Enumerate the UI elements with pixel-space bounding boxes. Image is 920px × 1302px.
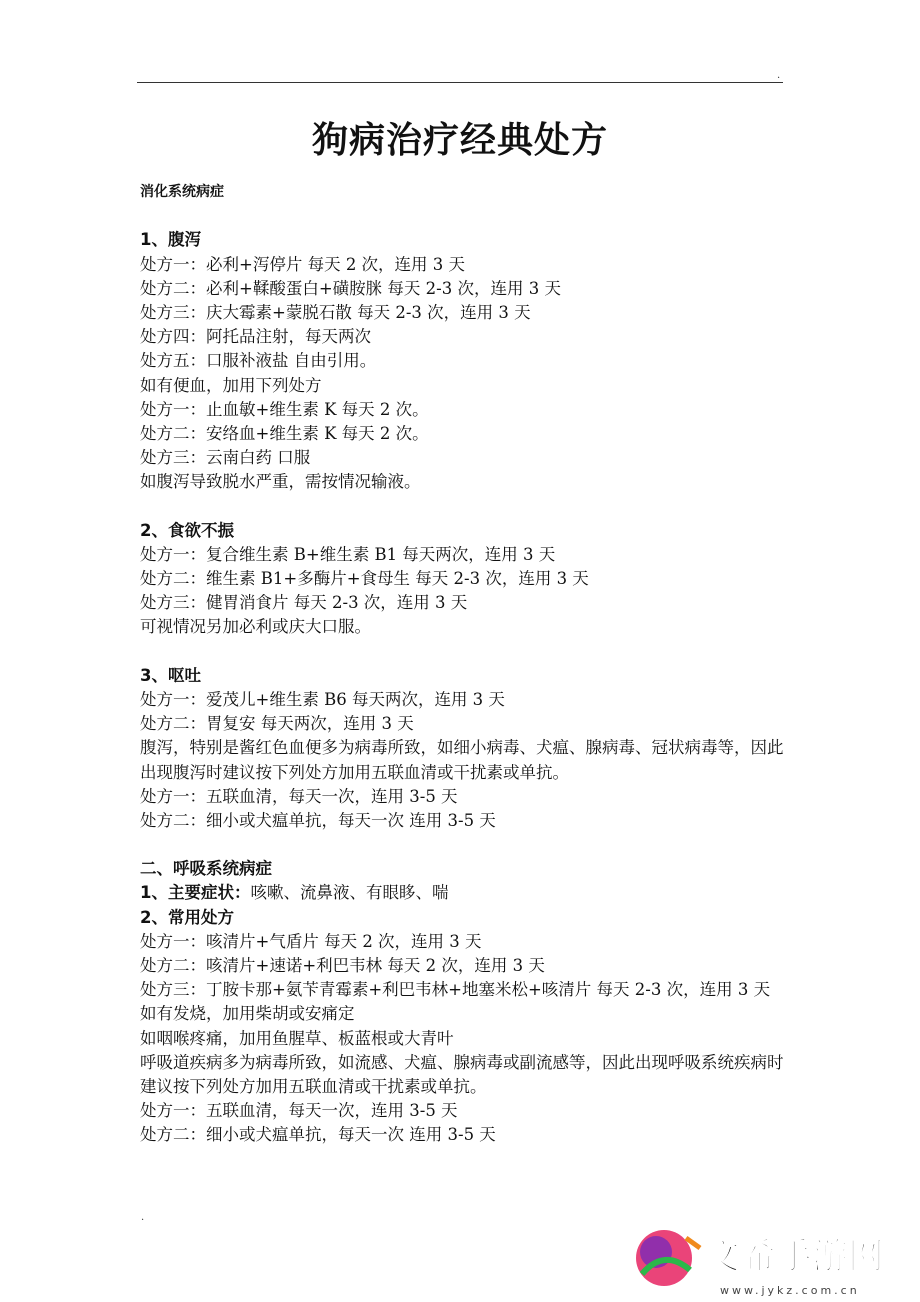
text-line: 如咽喉疼痛，加用鱼腥草、板蓝根或大青叶 xyxy=(140,1028,454,1048)
symptoms-text: 咳嗽、流鼻液、有眼眵、喘 xyxy=(250,883,449,903)
watermark-text: 文希手游网 xyxy=(704,1236,885,1277)
heading-vomiting: 3、呕吐 xyxy=(140,665,201,685)
watermark-url: www.jykz.com.cn xyxy=(720,1284,860,1297)
text-line: 处方二：细小或犬瘟单抗，每天一次 连用 3-5 天 xyxy=(140,1125,496,1145)
text-line: 处方一：爱茂儿+维生素 B6 每天两次，连用 3 天 xyxy=(140,689,505,709)
symptoms-label: 1、主要症状： xyxy=(140,883,251,903)
text-line: 处方三：健胃消食片 每天 2-3 次，连用 3 天 xyxy=(140,593,468,613)
text-line: 处方一：必利+泻停片 每天 2 次，连用 3 天 xyxy=(140,254,466,274)
heading-appetite: 2、食欲不振 xyxy=(140,520,234,540)
text-line: 处方二：细小或犬瘟单抗，每天一次 连用 3-5 天 xyxy=(140,810,496,830)
text-line: 处方二：安络血+维生素 K 每天 2 次。 xyxy=(140,423,429,443)
text-line: 处方四：阿托品注射，每天两次 xyxy=(140,327,371,347)
symptoms-line xyxy=(140,881,785,905)
heading-diarrhea: 1、腹泻 xyxy=(140,230,201,250)
header-mark: . xyxy=(777,70,781,81)
text-line: 处方二：咳清片+速诺+利巴韦林 每天 2 次，连用 3 天 xyxy=(140,956,545,976)
footer-mark: . xyxy=(141,1212,145,1223)
text-line: 处方一：复合维生素 B+维生素 B1 每天两次，连用 3 天 xyxy=(140,544,556,564)
section-heading-respiratory: 二、呼吸系统病症 xyxy=(140,859,272,879)
paragraph: 呼吸道疾病多为病毒所致，如流感、犬瘟、腺病毒或副流感等，因此出现呼吸系统疾病时建议按下列处方加用五联血清或干扰素或单抗。 xyxy=(140,1052,784,1096)
text-line: 处方三：庆大霉素+蒙脱石散 每天 2-3 次，连用 3 天 xyxy=(140,302,531,322)
text-line: 如有便血，加用下列处方 xyxy=(140,375,322,395)
watermark-logo-icon xyxy=(620,1218,910,1298)
text-line: 处方三：云南白药 口服 xyxy=(140,448,311,468)
text-line: 处方二：胃复安 每天两次，连用 3 天 xyxy=(140,714,414,734)
text-line: 处方五：口服补液盐 自由引用。 xyxy=(140,351,377,371)
text-line: 处方二：维生素 B1+多酶片+食母生 每天 2-3 次，连用 3 天 xyxy=(140,569,589,588)
text-line: 处方一：咳清片+气盾片 每天 2 次，连用 3 天 xyxy=(140,931,482,951)
heading-common-prescriptions: 2、常用处方 xyxy=(140,907,234,927)
header-rule xyxy=(137,82,783,83)
text-line: 处方一：五联血清，每天一次，连用 3-5 天 xyxy=(140,1101,458,1121)
site-watermark xyxy=(620,1218,910,1298)
text-line: 处方二：必利+鞣酸蛋白+磺胺脒 每天 2-3 次，连用 3 天 xyxy=(140,278,561,298)
paragraph: 腹泻，特别是酱红色血便多为病毒所致，如细小病毒、犬瘟、腺病毒、冠状病毒等，因此出现腹泻时建议按下列处方加用五联血清或干扰素或单抗。 xyxy=(140,738,784,782)
text-line: 处方一：止血敏+维生素 K 每天 2 次。 xyxy=(140,399,429,419)
text-line: 如腹泻导致脱水严重，需按情况输液。 xyxy=(140,472,421,492)
text-line: 处方一：五联血清，每天一次，连用 3-5 天 xyxy=(140,786,458,806)
text-line: 如有发烧，加用柴胡或安痛定 xyxy=(140,1004,355,1024)
text-line: 可视情况另加必利或庆大口服。 xyxy=(140,617,371,637)
text-line-wrapped: 处方三：丁胺卡那+氨苄青霉素+利巴韦林+地塞米松+咳清片 每天 2-3 次，连用 3 天 xyxy=(140,980,771,1000)
page-title: 狗病治疗经典处方 xyxy=(311,120,608,161)
document-body xyxy=(140,180,785,1148)
section-heading-digestive: 消化系统病症 xyxy=(140,184,224,200)
